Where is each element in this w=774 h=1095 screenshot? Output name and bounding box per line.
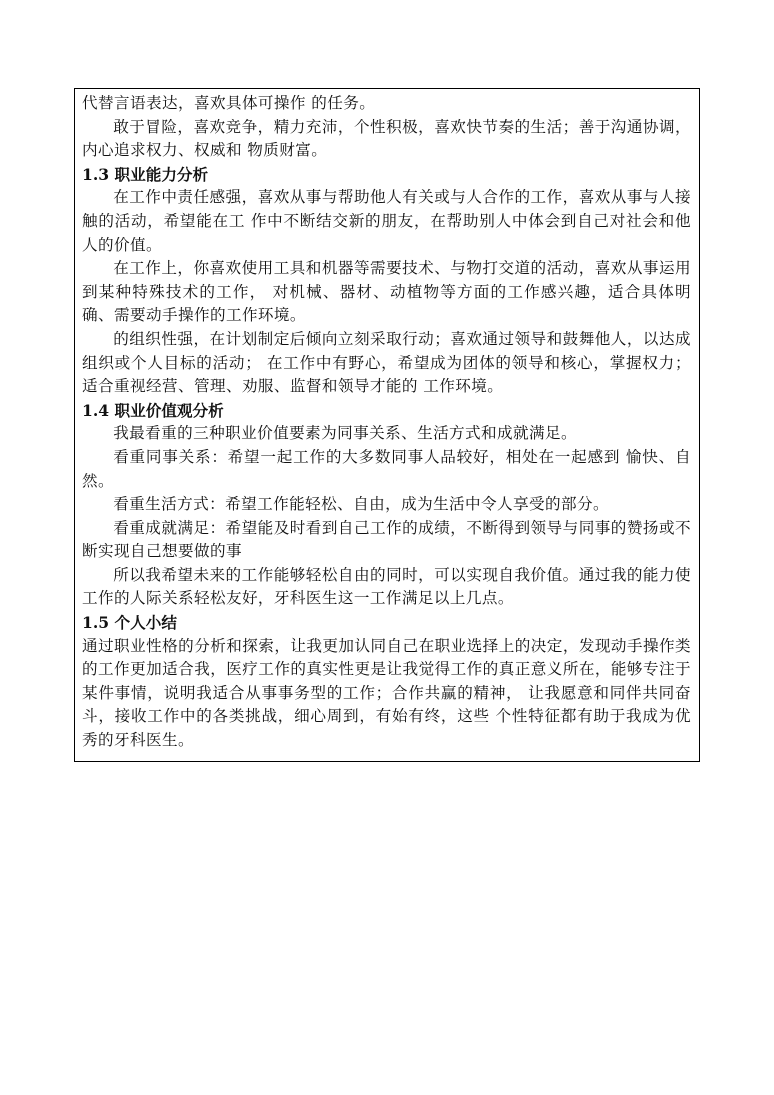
paragraph: 所以我希望未来的工作能够轻松自由的同时，可以实现自我价值。通过我的能力使工作的人际关系轻松友好，牙科医生这一工作满足以上几点。: [82, 565, 691, 608]
paragraph: 我最看重的三种职业价值要素为同事关系、生活方式和成就满足。: [113, 424, 578, 443]
paragraph: 敢于冒险，喜欢竞争，精力充沛，个性积极，喜欢快节奏的生活；善于沟通协调，内心追求权力、权威和 物质财富。: [82, 117, 691, 160]
paragraph: 的组织性强，在计划制定后倾向立刻采取行动；喜欢通过领导和鼓舞他人，以达成组织或个人目标的活动； 在工作中有野心，希望成为团体的领导和核心，掌握权力；适合重视经营、管理、劝服、监督和领导才能的 工作环境。: [82, 329, 691, 396]
paragraph: 在工作上，你喜欢使用工具和机器等需要技术、与物打交道的活动，喜欢从事运用到某种特殊技术的工作， 对机械、器材、动植物等方面的工作感兴趣，适合具体明确、需要动手操作的工作环境。: [82, 259, 691, 325]
paragraph: 看重同事关系：希望一起工作的大多数同事人品较好，相处在一起感到 愉快、自然。: [82, 447, 691, 490]
section-heading-1-5: 1.5 个人小结: [82, 613, 177, 633]
paragraph: 看重生活方式：希望工作能轻松、自由，成为生活中令人享受的部分。: [113, 495, 609, 514]
paragraph: 看重成就满足：希望能及时看到自己工作的成绩，不断得到领导与同事的赞扬或不断实现自己想要做的事: [82, 518, 691, 561]
paragraph: 通过职业性格的分析和探索，让我更加认同自己在职业选择上的决定，发现动手操作类的工作更加适合我，医疗工作的真实性更是让我觉得工作的真正意义所在，能够专注于某件事情，说明我适合从事事务型的工作；合作共赢的精神， 让我愿意和同伴共同奋斗，接收工作中的各类挑战，细心周到，有始有终，这些 个性特征都有助于我成为优秀的牙科医生。: [82, 636, 691, 750]
section-heading-1-3: 1.3 职业能力分析: [82, 164, 209, 184]
paragraph: 代替言语表达，喜欢具体可操作 的任务。: [82, 94, 376, 112]
paragraph: 在工作中责任感强，喜欢从事与帮助他人有关或与人合作的工作，喜欢从事与人接触的活动，希望能在工 作中不断结交新的朋友，在帮助别人中体会到自己对社会和他人的价值。: [82, 188, 691, 254]
section-heading-1-4: 1.4 职业价值观分析: [82, 400, 224, 420]
document-table-cell: [74, 88, 700, 762]
